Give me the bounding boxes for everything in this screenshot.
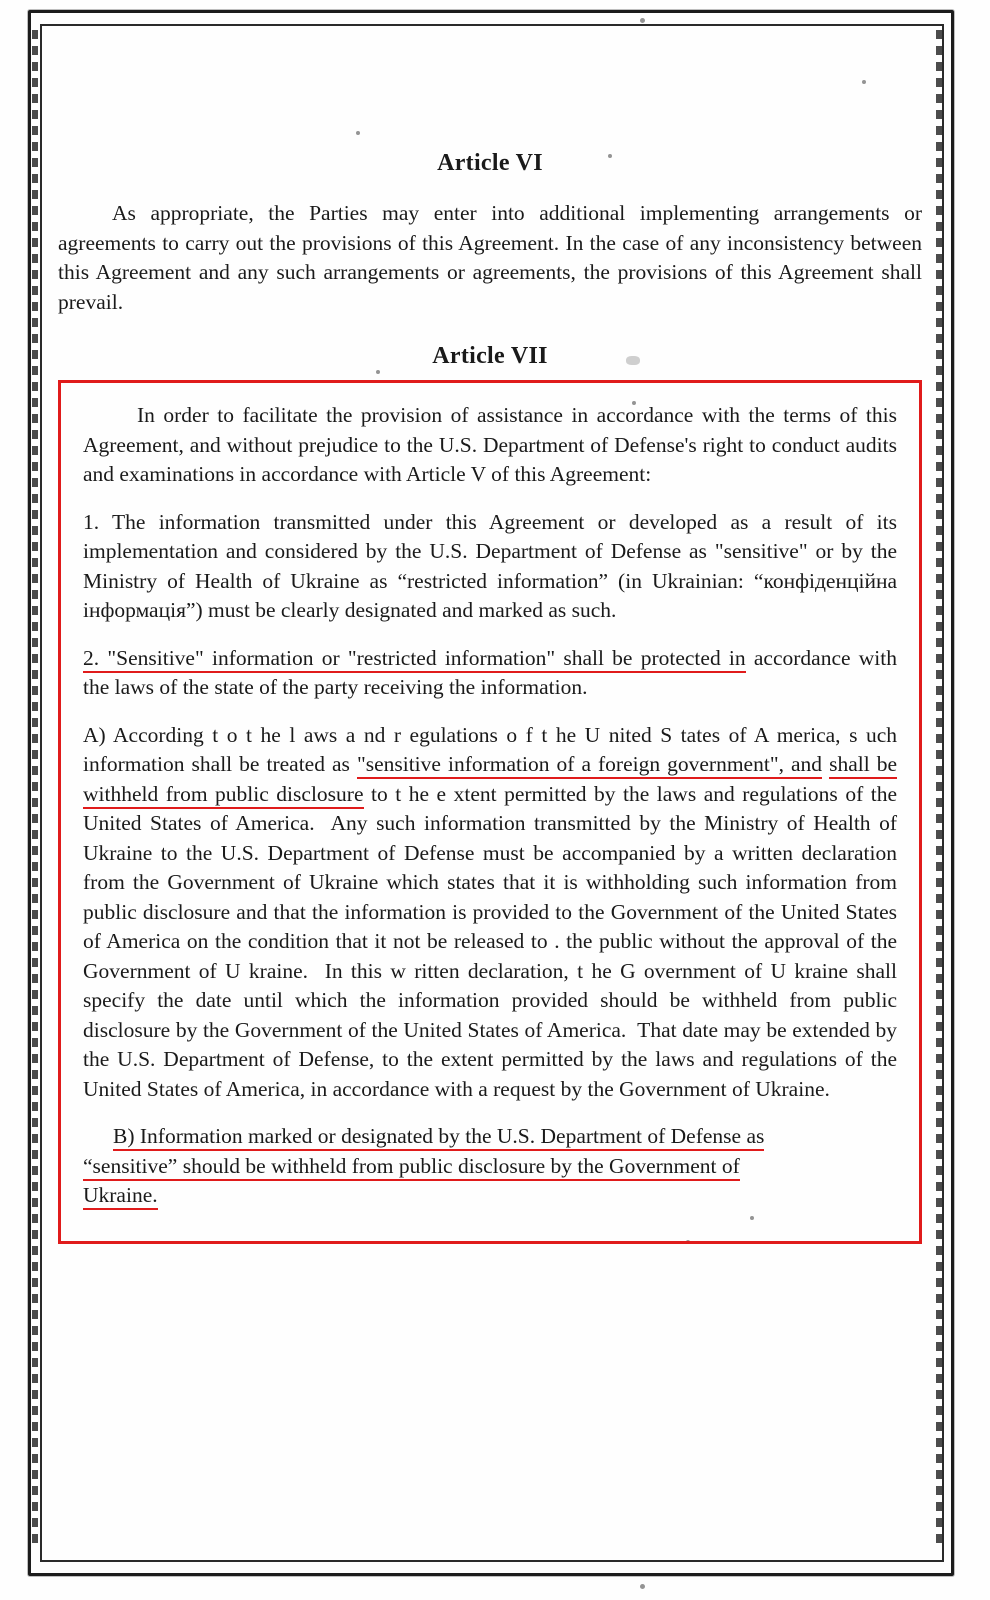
page-content	[48, 30, 932, 1550]
red-highlight-box	[58, 380, 922, 1244]
page-border-speckle-right	[936, 30, 942, 1550]
clause-b-underlined-text-3: Ukraine.	[83, 1183, 158, 1210]
clause-a-underlined-text-2: shall be withheld from public disclosure	[83, 752, 897, 809]
article-vii-clause-b	[83, 1122, 897, 1211]
article-vii-intro-paragraph: In order to facilitate the provision of assistance in accordance with the terms of this Agreement, and without prejudice to the U.S. Department of Defense's right to conduct audits and examinations in accordance with Article V of this Agreement:	[83, 403, 897, 486]
scan-speck	[640, 18, 645, 23]
article-vi-paragraph-1: As appropriate, the Parties may enter into additional implementing arrangements or agreements to carry out the provisions of this Agreement. In the case of any inconsistency between this Agreement and any such arrangements or agreements, the provisions of this Agreement shall prevail.	[58, 201, 922, 314]
article-vii-heading: Article VII	[432, 343, 548, 369]
clause-b-underlined-text-2: “sensitive” should be withheld from public disclosure by the Government of	[83, 1154, 740, 1181]
document-body	[58, 150, 922, 1244]
article-vi-heading: Article VI	[437, 150, 543, 176]
article-vii-clause-1: 1. The information transmitted under this Agreement or developed as a result of its implementation and considered by the U.S. Department of Defense as "sensitive" or by the Ministry of Health of Ukraine as “restricted information” (in Ukrainian: “конфіденційна інформація”) must be clearly designated and marked as such.	[83, 509, 897, 622]
article-vii-clause-a: A) According t o t he l aws a nd r egulations o f t he U nited S tates of A merica, s uch information shall be treated as "sensitive information of a foreign government", and shall be withheld from public disclosure to t he e xtent permitted by the laws and regulations of the United States of America. Any such information transmitted by the Ministry of Health of Ukraine to the U.S. Department of Defense must be accompanied by a written declaration from the Government of Ukraine which states that it is withholding such information from public disclosure and that the information is provided to the Government of the United States of America on the condition that it not be released to . the public without the approval of the Government of U kraine. In this w ritten declaration, t he G overnment of U kraine shall specify the date until which the information provided should be withheld from public disclosure by the Government of the United States of America. That date may be extended by the U.S. Department of Defense, to the extent permitted by the laws and regulations of the United States of America, in accordance with a request by the Government of Ukraine.	[83, 722, 898, 1101]
clause-b-underlined-text-1: B) Information marked or designated by the U.S. Department of Defense as	[113, 1124, 764, 1151]
article-vii-clause-2: 2. "Sensitive" information or "restricted information" shall be protected in accordance with the laws of the state of the party receiving the information.	[83, 645, 898, 699]
page-border-speckle-left	[32, 30, 38, 1550]
clause-2-underlined-text: 2. "Sensitive" information or "restricted information" shall be protected in	[83, 646, 746, 673]
clause-a-underlined-text-1: "sensitive information of a foreign government", and	[357, 752, 822, 779]
scan-speck	[640, 1584, 645, 1589]
